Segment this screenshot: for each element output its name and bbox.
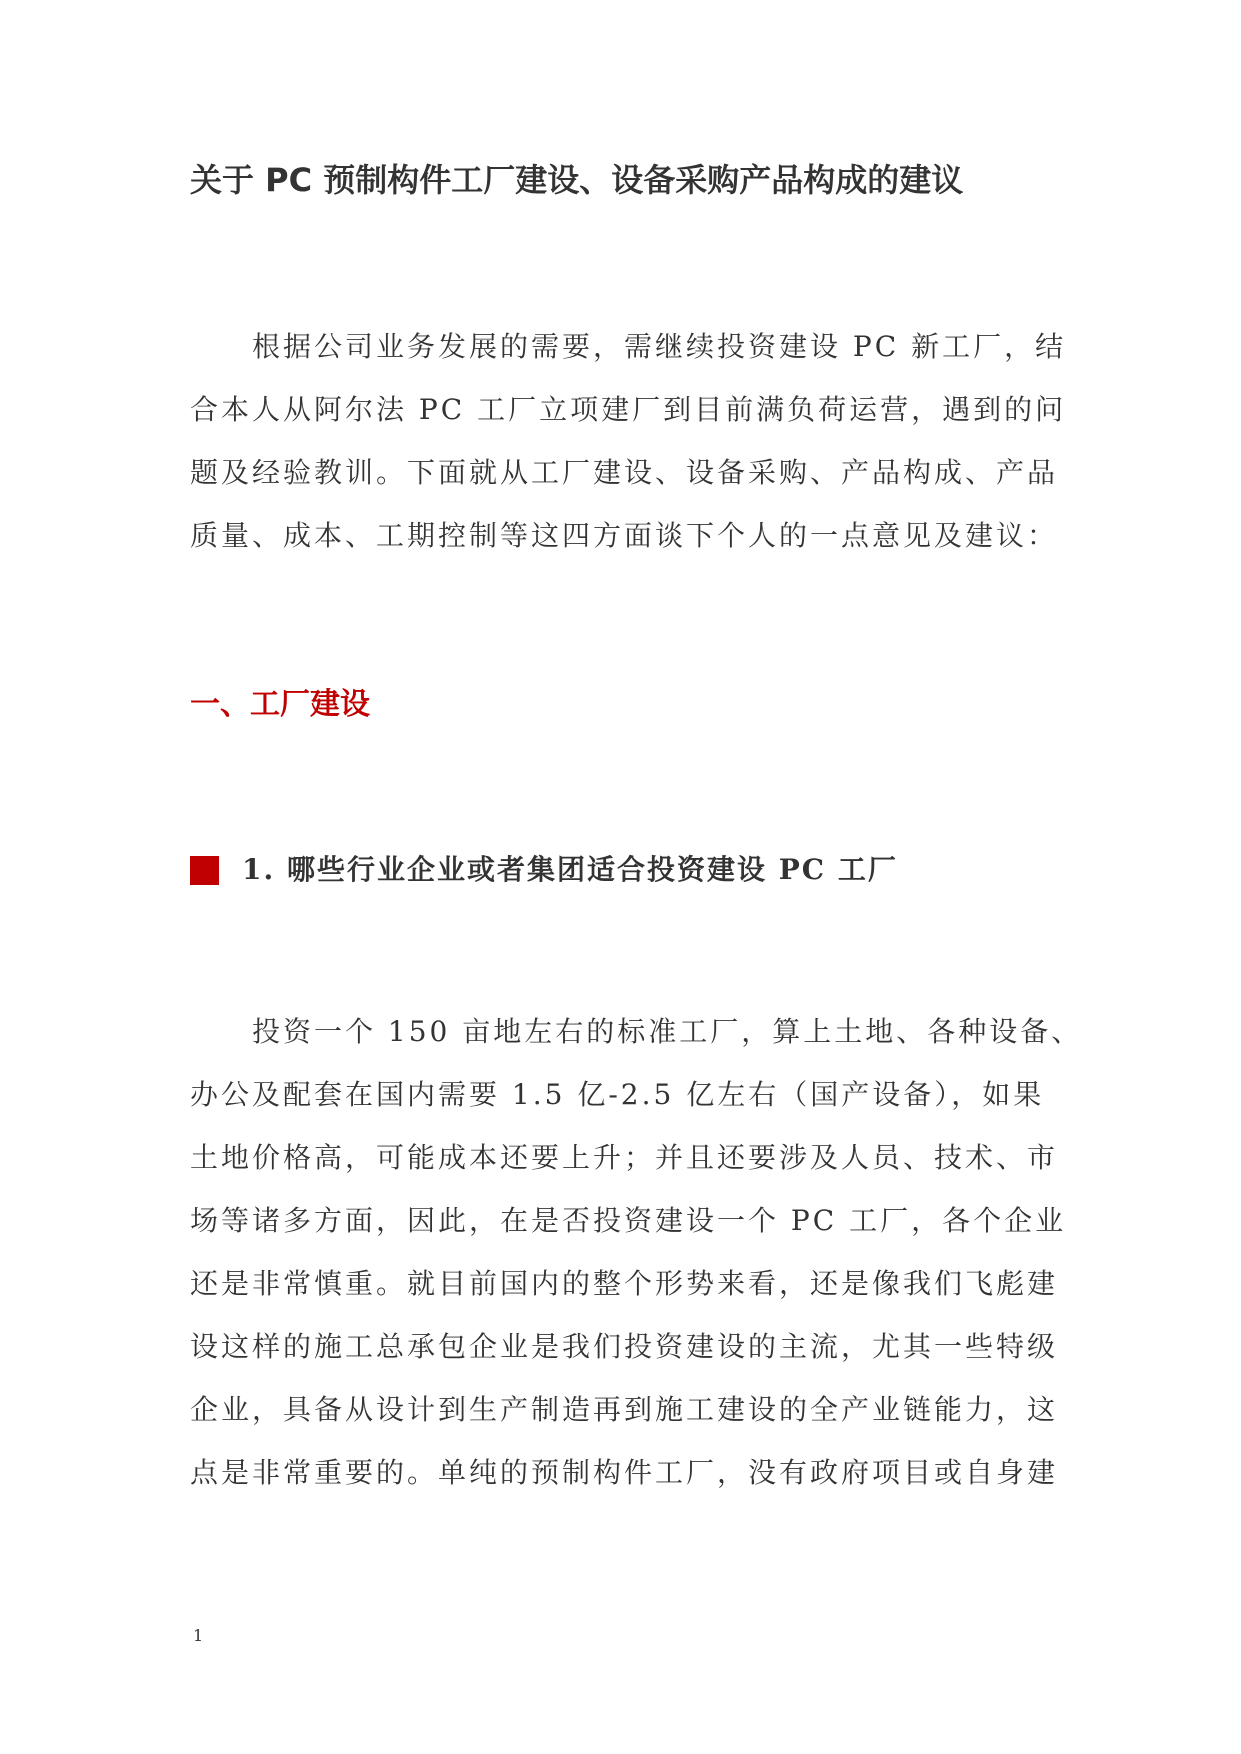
intro-line: 根据公司业务发展的需要，需继续投资建设 PC 新工厂，结: [190, 330, 1067, 363]
intro-line: 题及经验教训。下面就从工厂建设、设备采购、产品构成、产品: [190, 456, 1059, 489]
intro-line: 质量、成本、工期控制等这四方面谈下个人的一点意见及建议：: [190, 519, 1059, 552]
page-number: 1: [193, 1626, 204, 1645]
document-title: 关于 PC 预制构件工厂建设、设备采购产品构成的建议: [190, 161, 964, 199]
intro-line: 合本人从阿尔法 PC 工厂立项建厂到目前满负荷运营，遇到的问: [190, 393, 1067, 426]
body-line: 企业，具备从设计到生产制造再到施工建设的全产业链能力，这: [190, 1393, 1059, 1426]
body-line: 设这样的施工总承包企业是我们投资建设的主流，尤其一些特级: [190, 1330, 1059, 1363]
section-heading: 一、工厂建设: [190, 687, 370, 722]
body-line: 还是非常慎重。就目前国内的整个形势来看，还是像我们飞彪建: [190, 1267, 1059, 1300]
body-line: 投资一个 150 亩地左右的标准工厂，算上土地、各种设备、: [190, 1015, 1083, 1048]
body-line: 场等诸多方面，因此，在是否投资建设一个 PC 工厂，各个企业: [190, 1204, 1067, 1237]
body-line: 点是非常重要的。单纯的预制构件工厂，没有政府项目或自身建: [190, 1456, 1059, 1489]
square-bullet-icon: [190, 856, 219, 885]
body-line: 土地价格高，可能成本还要上升；并且还要涉及人员、技术、市: [190, 1141, 1059, 1174]
sub-heading-text: 1. 哪些行业企业或者集团适合投资建设 PC 工厂: [242, 853, 898, 886]
body-line: 办公及配套在国内需要 1.5 亿-2.5 亿左右（国产设备），如果: [190, 1078, 1045, 1111]
